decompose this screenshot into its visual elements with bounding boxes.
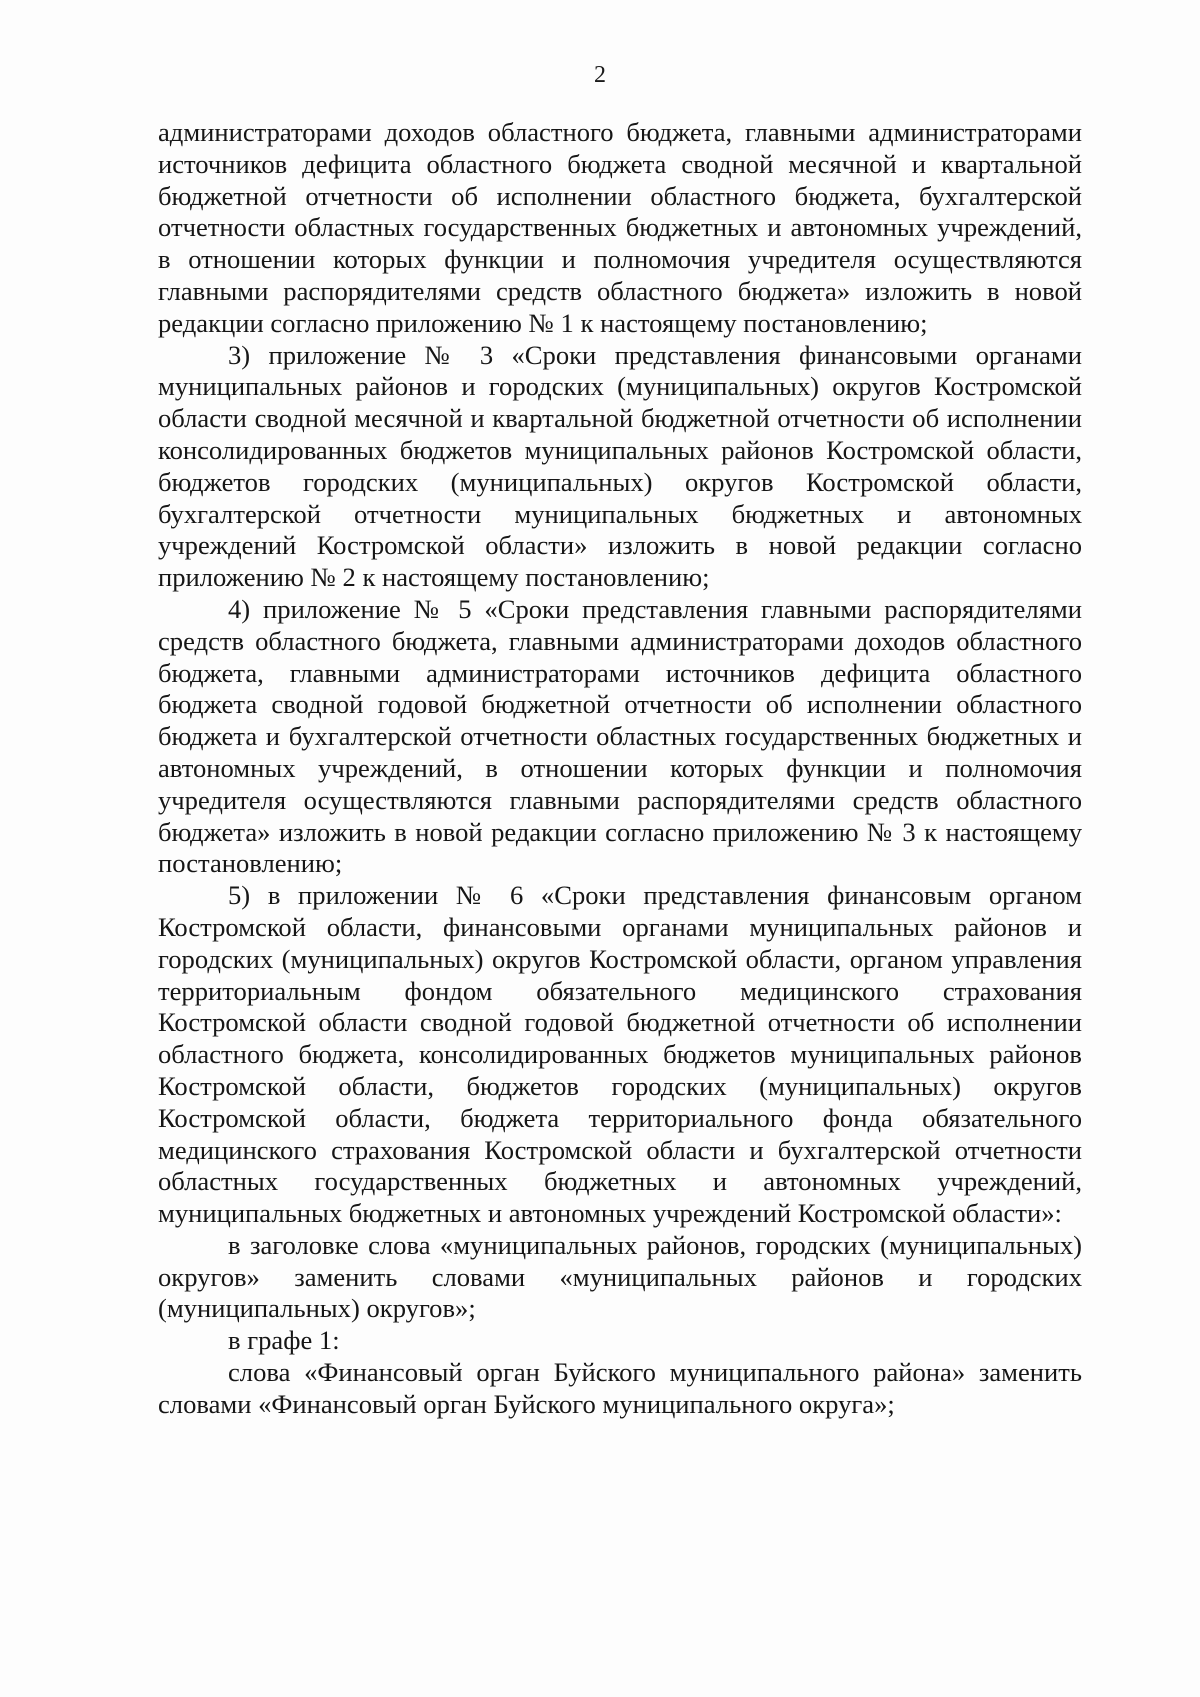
paragraph-continuation: администраторами доходов областного бюджета, главными администраторами источников дефицита областного бюджета сводной месячной и квартальной бюджетной отчетности об исполнении областного бюджета, бухгалтерской отчетности областных государственных бюджетных и автономных учреждений, в отношении которых функции и полномочия учредителя осуществляются главными распорядителями средств областного бюджета» изложить в новой редакции согласно приложению № 1 к настоящему постановлению; [158, 117, 1082, 338]
paragraph-item-3: 3) приложение № 3 «Сроки представления финансовыми органами муниципальных районов и городских (муниципальных) округов Костромской области сводной месячной и квартальной бюджетной отчетности об исполнении консолидированных бюджетов муниципальных районов Костромской области, бюджетов городских (муниципальных) округов Костромской области, бухгалтерской отчетности муниципальных бюджетных и автономных учреждений Костромской области» изложить в новой редакции согласно приложению № 2 к настоящему постановлению; [158, 339, 1082, 593]
paragraph-item-5: 5) в приложении № 6 «Сроки представления финансовым органом Костромской области, финансовыми органами муниципальных районов и городских (муниципальных) округов Костромской области, органом управления территориальным фондом обязательного медицинского страхования Костромской области сводной годовой бюджетной отчетности об исполнении областного бюджета, консолидированных бюджетов муниципальных районов Костромской области, бюджетов городских (муниципальных) округов Костромской области, бюджета территориального фонда обязательного медицинского страхования Костромской области и бухгалтерской отчетности областных государственных бюджетных и автономных учреждений, муниципальных бюджетных и автономных учреждений Костромской области»: [158, 880, 1082, 1229]
page-number: 2 [594, 62, 606, 88]
paragraph-heading-change: в заголовке слова «муниципальных районов, городских (муниципальных) округов» заменить словами «муниципальных районов и городских (муниципальных) округов»; [158, 1229, 1082, 1324]
paragraph-item-4: 4) приложение № 5 «Сроки представления главными распорядителями средств областного бюджета, главными администраторами доходов областного бюджета, главными администраторами источников дефицита областного бюджета сводной годовой бюджетной отчетности об исполнении областного бюджета и бухгалтерской отчетности областных государственных бюджетных и автономных учреждений, в отношении которых функции и полномочия учредителя осуществляются главными распорядителями средств областного бюджета» изложить в новой редакции согласно приложению № 3 к настоящему постановлению; [158, 593, 1082, 879]
paragraph-column-1: в графе 1: [228, 1325, 340, 1356]
document-body [158, 117, 1082, 1421]
paragraph-replace-words: слова «Финансовый орган Буйского муниципального района» заменить словами «Финансовый орган Буйского муниципального округа»; [158, 1357, 1082, 1419]
